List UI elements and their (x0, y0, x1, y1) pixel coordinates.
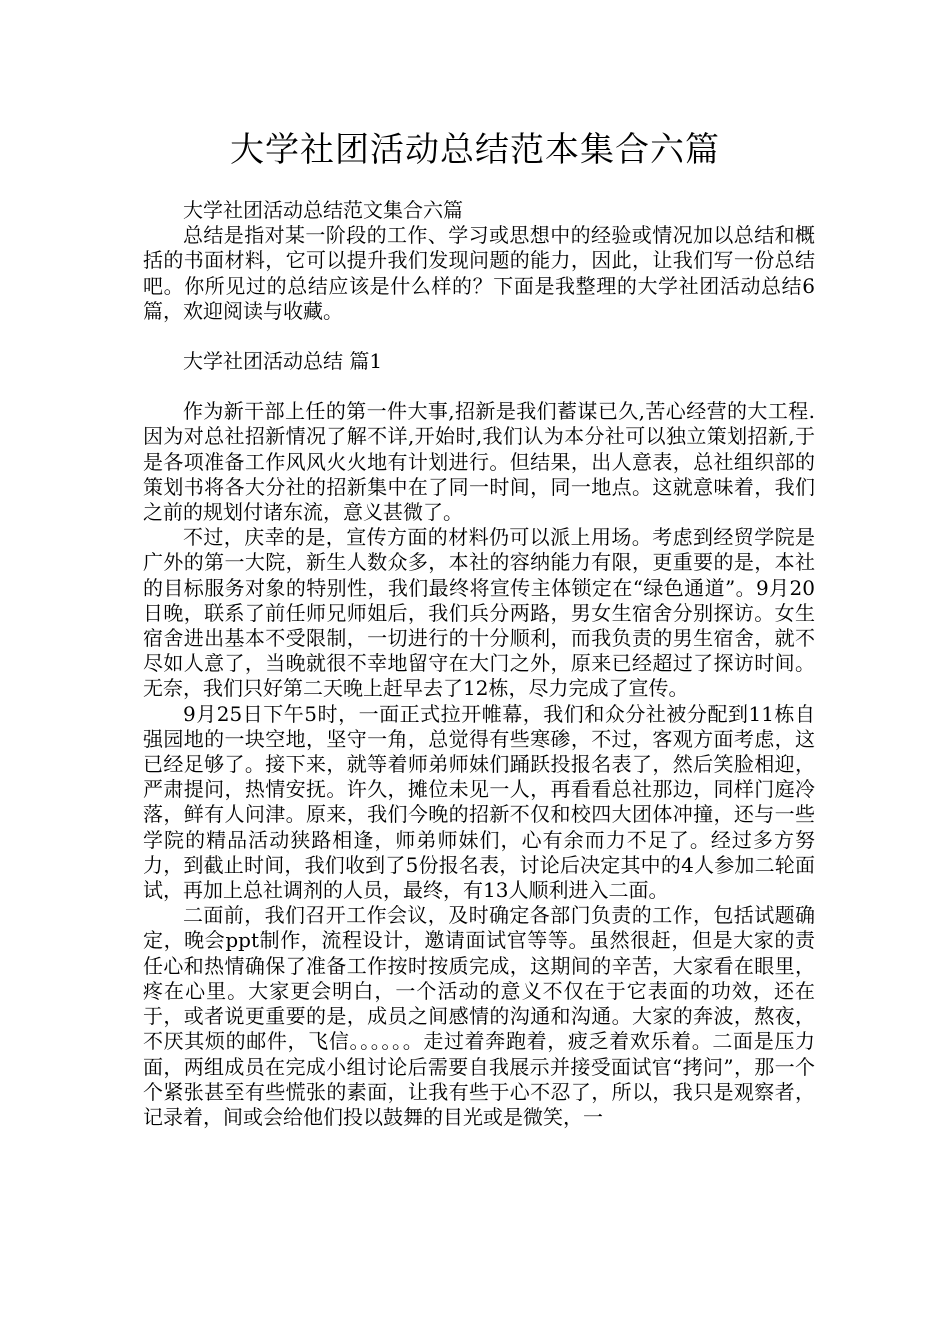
paragraph-body: 作为新干部上任的第一件大事,招新是我们蓄谋已久,苦心经营的大工程.因为对总社招新情况了解不详,开始时,我们认为本分社可以独立策划招新,于是各项准备工作风风火火地有计划进行。但结果，出人意表，总社组织部的策划书将各大分社的招新集中在了同一时间，同一地点。这就意味着，我们之前的规划付诸东流，意义甚微了。 (143, 399, 815, 525)
document-title: 大学社团活动总结范本集合六篇 (230, 130, 720, 170)
paragraph-body: 9月25日下午5时，一面正式拉开帷幕，我们和众分社被分配到11栋自强园地的一块空地，坚守一角，总觉得有些寒碜，不过，客观方面考虑，这已经足够了。接下来，就等着师弟师妹们踊跃投报名表了，然后笑脸相迎，严肃提问，热情安抚。许久，摊位未见一人，再看看总社那边，同样门庭冷落，鲜有人问津。原来，我们今晚的招新不仅和校四大团体冲撞，还与一些学院的精品活动狭路相逢，师弟师妹们，心有余而力不足了。经过多方努力，到截止时间，我们收到了5份报名表，讨论后决定其中的4人参加二轮面试，再加上总社调剂的人员，最终，有13人顺利进入二面。 (143, 701, 815, 903)
paragraph-intro: 总结是指对某一阶段的工作、学习或思想中的经验或情况加以总结和概括的书面材料，它可以提升我们发现问题的能力，因此，让我们写一份总结吧。你所见过的总结应该是什么样的？下面是我整理的大学社团活动总结6篇，欢迎阅读与收藏。 (143, 223, 815, 323)
paragraph-body: 不过，庆幸的是，宣传方面的材料仍可以派上用场。考虑到经贸学院是广外的第一大院，新生人数众多，本社的容纳能力有限，更重要的是，本社的目标服务对象的特别性，我们最终将宣传主体锁定在“绿色通道”。9月20日晚，联系了前任师兄师姐后，我们兵分两路，男女生宿舍分别探访。女生宿舍进出基本不受限制，一切进行的十分顺利，而我负责的男生宿舍，就不尽如人意了，当晚就很不幸地留守在大门之外，原来已经超过了探访时间。无奈，我们只好第二天晚上赶早去了12栋，尽力完成了宣传。 (143, 525, 815, 701)
paragraph-body: 二面前，我们召开工作会议，及时确定各部门负责的工作，包括试题确定，晚会ppt制作，流程设计，邀请面试官等等。虽然很赶，但是大家的责任心和热情确保了准备工作按时按质完成，这期间的辛苦，大家看在眼里，疼在心里。大家更会明白，一个活动的意义不仅在于它表面的功效，还在于，或者说更重要的是，成员之间感情的沟通和沟通。大家的奔波，熬夜，不厌其烦的邮件，飞信。。。。。。走过着奔跑着，疲乏着欢乐着。二面是压力面，两组成员在完成小组讨论后需要自我展示并接受面试官“拷问”，那一个个紧张甚至有些慌张的素面，让我有些于心不忍了，所以，我只是观察者，记录着，间或会给他们投以鼓舞的目光或是微笑，一 (143, 903, 815, 1129)
section-heading: 大学社团活动总结 篇1 (183, 349, 383, 374)
paragraph-subtitle: 大学社团活动总结范文集合六篇 (183, 198, 463, 222)
document-body (143, 198, 815, 1130)
